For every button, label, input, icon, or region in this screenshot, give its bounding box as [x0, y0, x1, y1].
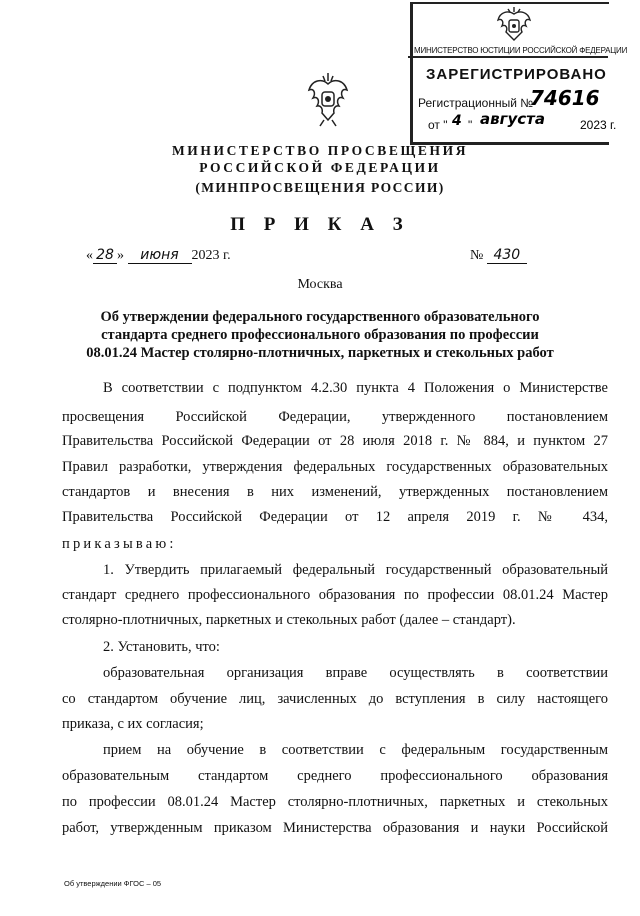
footer-note: Об утверждении ФГОС – 05 — [64, 879, 162, 888]
body-line: стандартов и внесения в них изменений, утвержденных постановлением — [62, 484, 608, 500]
date-month: июня — [128, 247, 192, 264]
ministry-name-line2: РОССИЙСКОЙ ФЕДЕРАЦИИ — [199, 160, 441, 175]
title-line: стандарта среднего профессионального образования по профессии — [101, 327, 539, 343]
date-year: 2023 г. — [191, 248, 231, 263]
stamp-date-year: 2023 г. — [580, 118, 617, 132]
body-line: по профессии 08.01.24 Мастер столярно-плотничных, паркетных и стекольных — [62, 794, 608, 810]
document-type-title: П Р И К А З — [230, 214, 410, 235]
coat-of-arms-icon — [306, 72, 350, 128]
body-line: со стандартом обучение лиц, зачисленных до вступления в силу настоящего — [62, 691, 608, 707]
stamp-date-month: августа — [480, 110, 545, 128]
stamp-organization: МИНИСТЕРСТВО ЮСТИЦИИ РОССИЙСКОЙ ФЕДЕРАЦИИ — [414, 46, 628, 55]
stamp-date-prefix: от " — [428, 118, 448, 132]
stamp-reg-number: 74616 — [530, 86, 600, 110]
city: Москва — [297, 277, 343, 292]
number-value: 430 — [487, 247, 527, 264]
body-line: прием на обучение в соответствии с федеральным государственным — [103, 742, 608, 758]
date-open-quote: « — [86, 248, 93, 263]
body-line: Правительства Российской Федерации от 28 июля 2018 г. № 884, и пунктом 27 — [62, 433, 608, 449]
date-day: 28 — [93, 247, 117, 264]
ministry-name-line1: МИНИСТЕРСТВО ПРОСВЕЩЕНИЯ — [171, 143, 469, 158]
body-line: Правительства Российской Федерации от 12 апреля 2019 г. № 434, — [62, 509, 608, 525]
body-line: приказываю: — [62, 536, 177, 552]
body-line: приказа, с их согласия; — [62, 716, 204, 732]
date-close-quote: » — [117, 248, 124, 263]
body-line: 1. Утвердить прилагаемый федеральный государственный образовательный — [103, 562, 608, 578]
body-line: образовательная организация вправе осуществлять в соответствии — [103, 665, 608, 681]
body-line: столярно-плотничных, паркетных и стекольных работ (далее – стандарт). — [62, 612, 516, 628]
body-line: работ, утвержденным приказом Министерства образования и науки Российской — [62, 820, 608, 836]
stamp-divider — [408, 56, 608, 58]
body-line: стандарт среднего профессионального образования по профессии 08.01.24 Мастер — [62, 587, 608, 603]
stamp-date-mid: " — [468, 118, 473, 132]
body-line: Правил разработки, утверждения федеральных государственных образовательных — [62, 459, 608, 475]
registration-stamp — [408, 2, 628, 142]
body-line: 2. Установить, что: — [103, 639, 220, 655]
body-line: В соответствии с подпунктом 4.2.30 пункта 4 Положения о Министерстве — [103, 380, 608, 396]
number-label: № — [470, 248, 484, 263]
stamp-reg-number-label: Регистрационный № — [418, 96, 534, 110]
ministry-short-name: (МИНПРОСВЕЩЕНИЯ РОССИИ) — [195, 180, 445, 195]
title-line: 08.01.24 Мастер столярно-плотничных, паркетных и стекольных работ — [86, 345, 554, 361]
stamp-emblem-icon — [494, 6, 534, 44]
body-line: образовательным стандартом среднего профессионального образования — [62, 768, 608, 784]
order-date — [86, 247, 231, 264]
stamp-date-day: 4 — [452, 113, 462, 129]
title-line: Об утверждении федерального государственного образовательного — [100, 309, 540, 325]
stamp-registered-label: ЗАРЕГИСТРИРОВАНО — [426, 66, 607, 83]
order-number — [470, 247, 527, 264]
body-line: просвещения Российской Федерации, утвержденного постановлением — [62, 409, 608, 425]
